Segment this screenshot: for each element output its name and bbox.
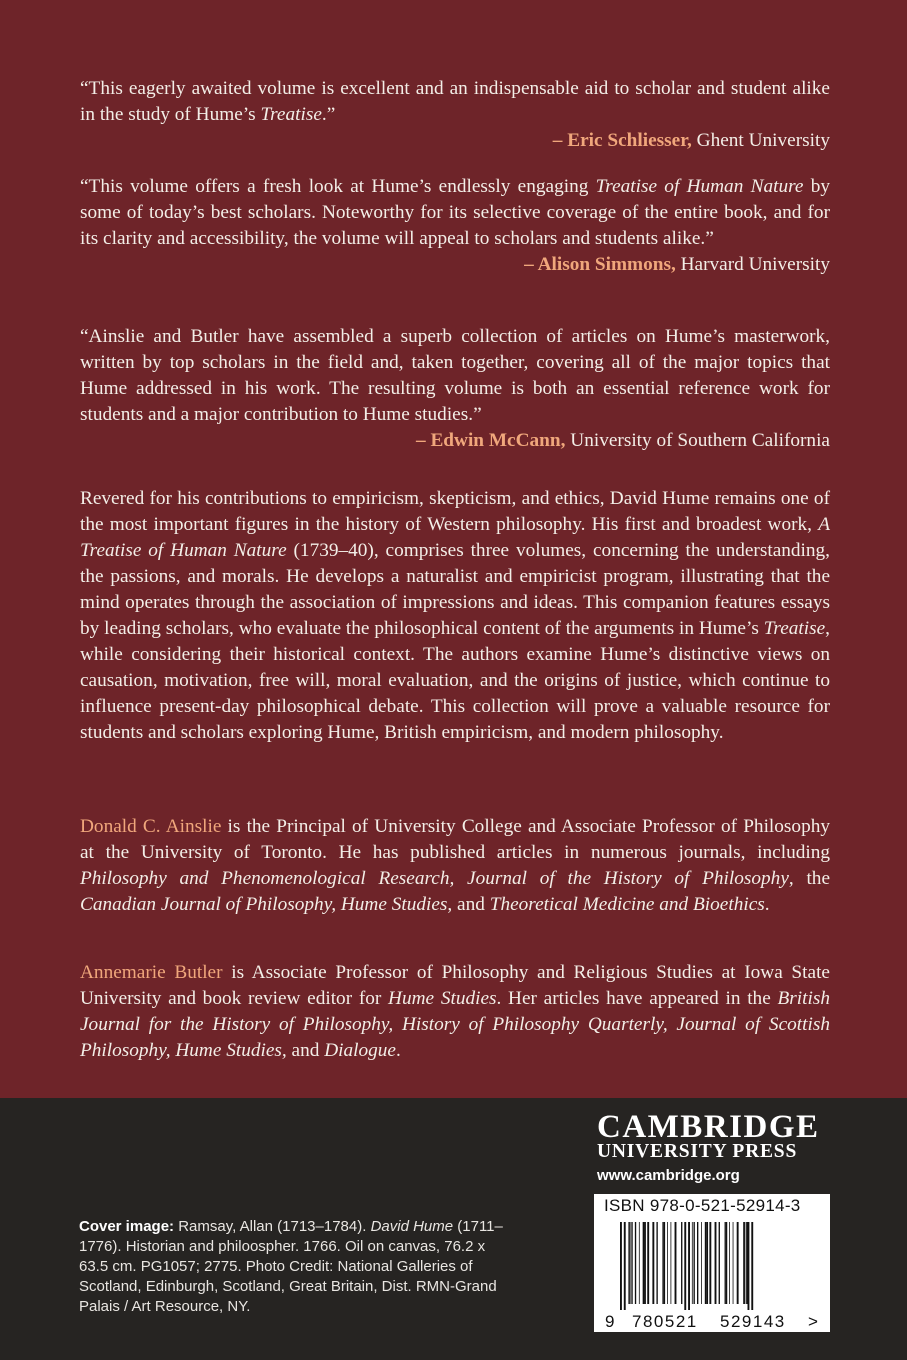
isbn-label: ISBN 978-0-521-52914-3 <box>604 1196 801 1215</box>
author-name: Donald C. Ainslie <box>80 816 222 837</box>
italic-title: Theoretical Medicine and Bioethics <box>489 894 765 915</box>
text-run: “Ainslie and Butler have assembled a superb collection of articles on Hume’s masterwork, written by top scholars in the field and, taken together, covering all of the major topics that Hume addressed in his work. The resulting volume is both an essential reference work for students and a major contribution to Hume studies.” <box>80 326 830 425</box>
cover-credit-text-2: (1711–1776). Historian and philoospher. 1766. Oil on canvas, 76.2 x 63.5 cm. PG1057; 2775. Photo Credit: National Galleries of Scotland, Edinburgh, Scotland, Great Britain, Dist. RMN-Grand Palais / Art Resource, NY. <box>79 1218 503 1315</box>
barcode-digit-lead: 9 <box>605 1312 615 1330</box>
barcode-bar <box>719 1222 720 1304</box>
reviewer-affiliation: Harvard University <box>675 254 830 275</box>
barcode-bar <box>624 1222 626 1310</box>
barcode-bar <box>631 1222 632 1304</box>
cover-image-credit <box>79 1217 509 1317</box>
barcode-bar <box>701 1222 702 1304</box>
barcode-bar <box>671 1222 672 1304</box>
italic-title: Philosophy and Phenomenological Research, Journal of the History of Philosophy <box>80 868 789 889</box>
barcode-bar <box>675 1222 677 1304</box>
barcode-bar <box>620 1222 622 1310</box>
review-attribution <box>80 428 830 454</box>
barcode-bar <box>733 1222 734 1304</box>
barcode-bar <box>688 1222 690 1310</box>
text-run: (1739–40), comprises three volumes, concerning the understanding, the passions, and morals. He develops a naturalist and empiricist program, illustrating that the mind operates through the association of impressions and ideas. This companion features essays by leading scholars, who evaluate the philosophical content of the arguments in Hume’s <box>80 540 830 639</box>
barcode-bar <box>725 1222 726 1304</box>
text-run: , and <box>447 894 490 915</box>
italic-title: Hume Studies <box>388 988 497 1009</box>
barcode-bar <box>692 1222 693 1304</box>
barcode-bar <box>656 1222 657 1304</box>
barcode-bar <box>667 1222 668 1304</box>
barcode-bar <box>745 1222 746 1304</box>
reviewer-name: – Alison Simmons, <box>524 254 676 275</box>
publisher-subtitle: UNIVERSITY PRESS <box>597 1141 798 1162</box>
barcode-digits-left: 780521 <box>632 1312 698 1330</box>
barcode-bar <box>639 1222 640 1304</box>
barcode-bar <box>684 1222 686 1310</box>
barcode-quiet-zone-mark: > <box>808 1312 818 1330</box>
review-quote <box>80 324 830 428</box>
barcode-bar <box>737 1222 739 1304</box>
barcode-bar <box>709 1222 711 1304</box>
review-3 <box>80 324 830 454</box>
barcode-bar <box>681 1222 682 1304</box>
barcode-bar <box>643 1222 645 1304</box>
barcode-bar <box>663 1222 665 1304</box>
review-attribution <box>80 252 830 278</box>
text-run: “This eagerly awaited volume is excellent and an indispensable aid to scholar and student alike in the study of Hume’s <box>80 78 830 125</box>
italic-title: Treatise <box>763 618 826 639</box>
author-name: Annemarie Butler <box>80 962 223 983</box>
text-run: by some of today’s best scholars. Noteworthy for its selective coverage of the entire book, and for its clarity and accessibility, the volume will appeal to scholars and students alike.” <box>80 176 830 249</box>
text-run: is the Principal of University College and Associate Professor of Philosophy at the University of Toronto. He has published articles in numerous journals, including <box>80 816 830 863</box>
text-run: . <box>395 1040 401 1061</box>
barcode-bar <box>697 1222 698 1304</box>
review-attribution <box>80 128 830 154</box>
editor-bio-butler <box>80 960 830 1064</box>
text-run: . <box>764 894 770 915</box>
text-run: . Her articles have appeared in the <box>496 988 778 1009</box>
review-2 <box>80 174 830 278</box>
cover-credit-text-1: Ramsay, Allan (1713–1784). <box>174 1218 371 1235</box>
text-run: , while considering their historical context. The authors examine Hume’s distinctive views on causation, motivation, free will, moral evaluation, and the origins of justice, which continue to influence present-day philosophical debate. This collection will prove a valuable resource for students and scholars exploring Hume, British empiricism, and modern philosophy. <box>80 618 830 743</box>
barcode-digits-right: 529143 <box>720 1312 786 1330</box>
barcode-bar <box>751 1222 753 1310</box>
cover-credit-title: David Hume <box>370 1218 454 1235</box>
text-run: .” <box>321 104 336 125</box>
barcode-bar <box>705 1222 707 1304</box>
italic-title: Dialogue <box>324 1040 396 1061</box>
barcode-bar <box>746 1222 747 1304</box>
publisher-name: CAMBRIDGE <box>597 1109 820 1145</box>
barcode-bar <box>743 1222 744 1304</box>
barcode-bar <box>652 1222 654 1304</box>
review-quote <box>80 174 830 252</box>
italic-title: A Treatise of Human Nature <box>80 514 830 561</box>
reviewer-affiliation: Ghent University <box>691 130 830 151</box>
isbn-barcode-box <box>594 1194 830 1332</box>
barcode-bars <box>620 1222 753 1310</box>
publisher-url: www.cambridge.org <box>597 1167 740 1184</box>
editor-bio-ainslie <box>80 814 830 918</box>
barcode-bar <box>630 1222 631 1304</box>
barcode-bar <box>729 1222 730 1304</box>
italic-title: Canadian Journal of Philosophy, Hume Studies <box>80 894 448 915</box>
barcode-bar <box>645 1222 646 1304</box>
reviewer-affiliation: University of Southern California <box>565 430 830 451</box>
text-run: Revered for his contributions to empiricism, skepticism, and ethics, David Hume remains one of the most important figures in the history of Western philosophy. His first and broadest work, <box>80 488 830 535</box>
barcode-bar <box>628 1222 629 1304</box>
barcode-bar <box>647 1222 649 1304</box>
barcode <box>604 1218 822 1330</box>
review-quote <box>80 76 830 128</box>
text-run: and <box>286 1040 325 1061</box>
text-run: “This volume offers a fresh look at Hume’s endlessly engaging <box>80 176 596 197</box>
cover-credit-label: Cover image: <box>79 1218 175 1235</box>
review-1 <box>80 76 830 154</box>
italic-title: British Journal for the History of Philosophy, History of Philosophy Quarterly, Journal of Scottish Philosophy, Hume Studies, <box>80 988 830 1061</box>
reviewer-name: – Eric Schliesser, <box>552 130 692 151</box>
text-run: , the <box>788 868 831 889</box>
italic-title: Treatise of Human Nature <box>595 176 804 197</box>
barcode-bar <box>748 1222 750 1310</box>
barcode-bar <box>662 1222 663 1304</box>
barcode-bar <box>725 1222 727 1304</box>
barcode-bar <box>715 1222 717 1304</box>
barcode-bar <box>635 1222 636 1304</box>
italic-title: Treatise <box>260 104 322 125</box>
reviewer-name: – Edwin McCann, <box>415 430 566 451</box>
barcode-bar <box>694 1222 695 1304</box>
book-description <box>80 486 830 746</box>
barcode-bar <box>707 1222 708 1304</box>
text-run: is Associate Professor of Philosophy and Religious Studies at Iowa State University and book review editor for <box>80 962 830 1009</box>
